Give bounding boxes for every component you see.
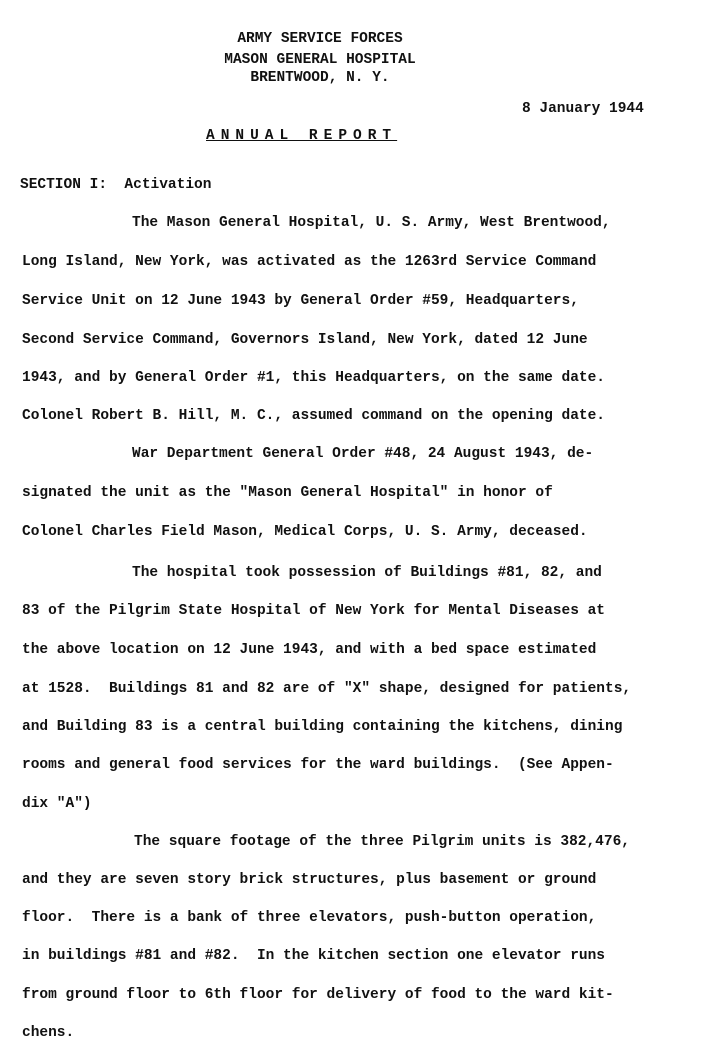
section-heading: SECTION I: Activation <box>20 177 212 193</box>
body-line: 1943, and by General Order #1, this Headquarters, on the same date. <box>22 370 605 386</box>
body-line: The square footage of the three Pilgrim units is 382,476, <box>134 834 630 850</box>
body-line: rooms and general food services for the ward buildings. (See Appen- <box>22 757 614 773</box>
body-line: dix "A") <box>22 796 92 812</box>
header-line-1: ARMY SERVICE FORCES <box>237 31 403 47</box>
body-line: Colonel Robert B. Hill, M. C., assumed command on the opening date. <box>22 408 605 424</box>
body-line: from ground floor to 6th floor for delivery of food to the ward kit- <box>22 987 614 1003</box>
body-line: floor. There is a bank of three elevators, push-button operation, <box>22 910 597 926</box>
body-line: War Department General Order #48, 24 August 1943, de- <box>132 446 594 462</box>
report-title: ANNUAL REPORT <box>206 128 398 144</box>
body-line: The hospital took possession of Buildings #81, 82, and <box>132 565 602 581</box>
body-line: Second Service Command, Governors Island, New York, dated 12 June <box>22 332 588 348</box>
body-line: the above location on 12 June 1943, and with a bed space estimated <box>22 642 597 658</box>
body-line: Long Island, New York, was activated as the 1263rd Service Command <box>22 254 597 270</box>
body-line: Service Unit on 12 June 1943 by General Order #59, Headquarters, <box>22 293 579 309</box>
body-line: 83 of the Pilgrim State Hospital of New York for Mental Diseases at <box>22 603 605 619</box>
body-line: in buildings #81 and #82. In the kitchen section one elevator runs <box>22 948 605 964</box>
header-line-2: MASON GENERAL HOSPITAL <box>224 52 416 68</box>
body-line: signated the unit as the "Mason General Hospital" in honor of <box>22 485 553 501</box>
body-line: Colonel Charles Field Mason, Medical Corps, U. S. Army, deceased. <box>22 524 588 540</box>
report-date: 8 January 1944 <box>522 101 644 117</box>
body-line: The Mason General Hospital, U. S. Army, West Brentwood, <box>132 215 611 231</box>
body-line: and they are seven story brick structures, plus basement or ground <box>22 872 597 888</box>
header-line-3: BRENTWOOD, N. Y. <box>250 70 390 86</box>
body-line: chens. <box>22 1025 75 1041</box>
body-line: and Building 83 is a central building containing the kitchens, dining <box>22 719 623 735</box>
body-line: at 1528. Buildings 81 and 82 are of "X" shape, designed for patients, <box>22 681 632 697</box>
